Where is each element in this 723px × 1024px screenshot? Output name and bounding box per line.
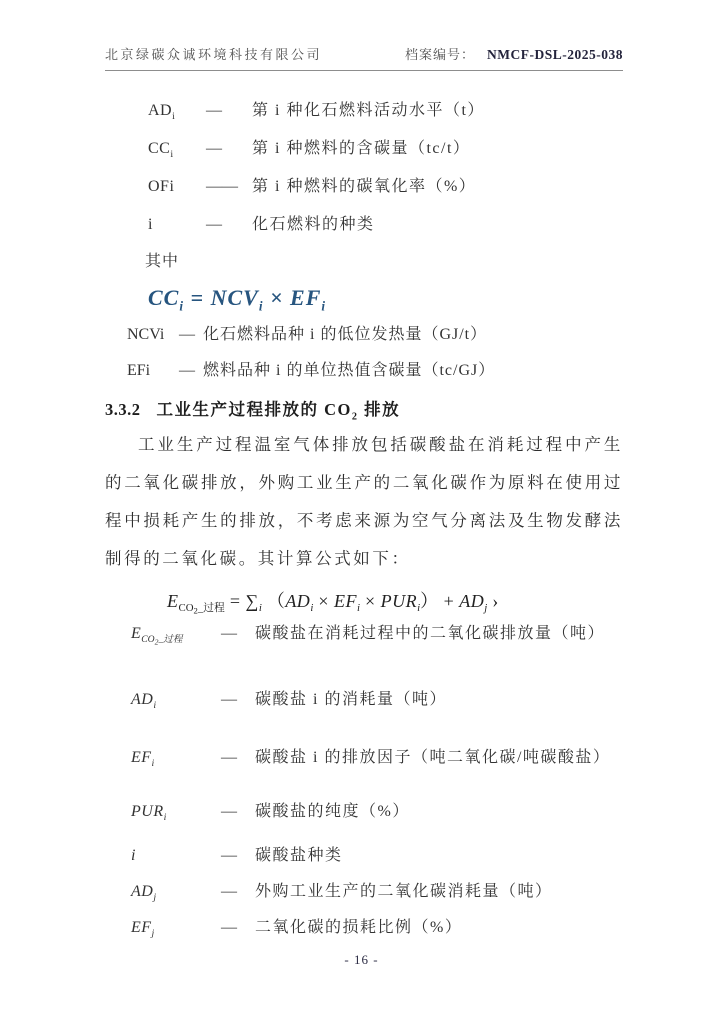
definition-text: 碳酸盐在消耗过程中的二氧化碳排放量（吨） — [255, 625, 606, 643]
definition-text: 碳酸盐 i 的消耗量（吨） — [255, 691, 447, 708]
definition-row-i — [148, 206, 623, 244]
term-symbol: $PUR_i$ — [131, 803, 167, 824]
definition-text: 第 i 种化石燃料活动水平（t） — [252, 102, 485, 119]
term-symbol: $E_{CO_2\_过程}$ — [131, 625, 183, 646]
definition-dash: —— — [206, 178, 238, 195]
term-symbol: i — [148, 216, 153, 233]
process-emission-formula: $E_{CO_2\_过程} = \sum_i$ $(AD_i \times EF_i \times PUR_i) + AD_j$ › — [167, 591, 499, 616]
definition-dash: — — [221, 749, 237, 766]
term-symbol: $AD_i$ — [148, 102, 176, 123]
definition-row-adi-process — [131, 683, 623, 717]
body-paragraph: 工业生产过程温室气体排放包括碳酸盐在消耗过程中产生的二氧化碳排放，外购工业生产的二氧化碳作为原料在使用过程中损耗产生的排放，不考虑来源为空气分离法及生物发酵法制得的二氧化碳。其计算公式如下： — [105, 435, 623, 568]
definition-row-puri — [131, 795, 623, 829]
term-symbol: EFi — [127, 362, 151, 379]
term-symbol: $AD_j$ — [131, 883, 157, 904]
definition-row-e-process — [131, 617, 623, 659]
definition-dash: — — [221, 847, 237, 864]
definition-row-adj — [131, 875, 623, 909]
definition-dash: — — [221, 803, 237, 820]
definition-row-i-process — [131, 839, 623, 873]
definition-text: 化石燃料的种类 — [252, 216, 375, 233]
definition-dash: — — [206, 216, 222, 233]
page-number: - 16 - — [344, 952, 379, 967]
definition-text: 碳酸盐种类 — [255, 847, 343, 864]
definition-row-ncvi — [127, 317, 623, 353]
term-symbol: OFi — [148, 178, 175, 195]
definition-row-efj — [131, 911, 623, 945]
definition-text: 外购工业生产的二氧化碳消耗量（吨） — [255, 883, 553, 900]
definition-row-cci — [148, 130, 623, 168]
definition-text: 碳酸盐 i 的排放因子（吨二氧化碳/吨碳酸盐） — [255, 749, 611, 766]
archive-label: 档案编号： — [404, 47, 475, 62]
definition-dash: — — [221, 883, 237, 900]
definition-dash: — — [179, 326, 195, 343]
archive-number — [405, 44, 623, 63]
term-symbol: i — [131, 847, 136, 864]
among-label: 其中 — [145, 253, 180, 270]
definition-dash: — — [179, 362, 195, 379]
definition-text: 二氧化碳的损耗比例（%） — [255, 919, 463, 936]
section-number: 3.3.2 — [105, 400, 141, 419]
page-header — [105, 44, 623, 71]
definition-text: 碳酸盐的纯度（%） — [255, 803, 410, 820]
definition-row-adi — [148, 92, 623, 130]
term-symbol: $CC_i$ — [148, 140, 174, 161]
definition-text: 第 i 种燃料的碳氧化率（%） — [252, 178, 477, 195]
archive-code: NMCF-DSL-2025-038 — [487, 47, 623, 62]
definition-text: 燃料品种 i 的单位热值含碳量（tc/GJ） — [203, 362, 496, 379]
definition-text: 第 i 种燃料的含碳量（tc/t） — [252, 140, 471, 157]
section-heading: 3.3.2 工业生产过程排放的 $CO_2$ 排放 — [105, 400, 401, 423]
term-symbol: $EF_i$ — [131, 749, 155, 770]
definition-dash: — — [221, 691, 237, 708]
term-symbol: $AD_i$ — [131, 691, 157, 712]
term-symbol: $EF_j$ — [131, 919, 155, 940]
definition-row-efi-process — [131, 741, 623, 775]
definition-dash: — — [206, 102, 222, 119]
cc-formula: $CC_i = NCV_i \times EF_i$ — [148, 285, 327, 314]
definition-dash: — — [221, 919, 237, 936]
definition-row-ofi — [148, 168, 623, 206]
sigma-symbol: ∑ — [245, 591, 259, 611]
definition-dash: — — [221, 625, 237, 643]
definition-dash: — — [206, 140, 222, 157]
company-name: 北京绿碳众诚环境科技有限公司 — [105, 47, 323, 62]
document-body — [105, 92, 623, 945]
term-symbol: NCVi — [127, 326, 165, 343]
definition-row-efi — [127, 353, 623, 389]
definition-text: 化石燃料品种 i 的低位发热量（GJ/t） — [203, 326, 488, 343]
